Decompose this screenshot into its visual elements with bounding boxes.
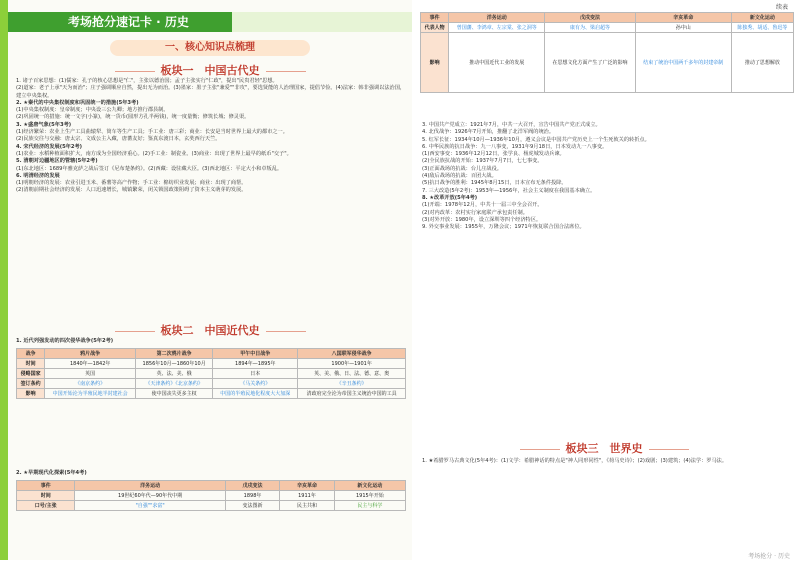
table-cell: 清政府完全沦为帝国主义统治中国的工具 <box>298 389 406 399</box>
footer-text: 考场抢分 · 历史 <box>748 553 790 560</box>
row-head: 时间 <box>17 491 75 501</box>
table-header: 事件 <box>17 481 75 491</box>
table-header: 洋务运动 <box>449 13 545 23</box>
table-cell: 民主共和 <box>280 501 334 511</box>
table-cell: 曾国藩、李鸿章、左宗棠、张之洞等 <box>449 23 545 33</box>
item-line: (2)对内改革：农村实行家庭联产承包责任制。 <box>422 209 528 216</box>
table-cell: 推动了思想解放 <box>731 33 793 93</box>
table-cell: 推动中国近代工业的发展 <box>449 33 545 93</box>
row-head: 影响 <box>421 33 449 93</box>
row-head: 影响 <box>17 389 45 399</box>
header-fill <box>232 12 412 32</box>
item-line: 4. 北伐战争：1926年7月开始，推翻了北洋军阀的统治。 <box>422 129 555 136</box>
table-cell: 19世纪60年代—90年代中期 <box>75 491 225 501</box>
item-line: (2)清朝前期社会经济的发展：人口迅速增长，城镇繁荣，闭关锁国政策阻碍了资本主义萌芽的发展。 <box>16 187 247 194</box>
item-line: (1)开端：1978年12月，中共十一届三中全会召开。 <box>422 202 543 209</box>
table-row <box>17 359 406 369</box>
explore-table-title: 2. ★早期现代化探索(5年4考) <box>16 470 87 476</box>
table-cell: 使中国丧失更多主权 <box>136 389 213 399</box>
table-cell: 《马关条约》 <box>213 379 298 389</box>
table-cell: 《天津条约》《北京条约》 <box>136 379 213 389</box>
table-row <box>421 23 794 33</box>
item-line: (1)东北地区：1689年雅克萨之战后签订《尼布楚条约》。(2)西藏：设驻藏大臣。(3)西北地区：平定大小和卓叛乱。 <box>16 165 283 172</box>
item-line: 1. 诸子百家思想：(1)儒家：孔子的核心思想是"仁"，主张以德治国；孟子主张实行"仁政"，提出"民贵君轻"思想。 <box>16 78 278 84</box>
right-content <box>422 122 794 231</box>
table-row <box>17 389 406 399</box>
table-header: 鸦片战争 <box>45 349 136 359</box>
table-row <box>17 501 406 511</box>
war-table-title: 1. 近代列强发动的四次侵华战争(5年2考) <box>16 338 114 344</box>
table-cell: 康有为、梁启超等 <box>545 23 635 33</box>
table-row <box>17 491 406 501</box>
item-line: (3)正面战场的抗战：台儿庄战役。 <box>422 165 502 172</box>
table-header: 战争 <box>17 349 45 359</box>
table-row <box>17 379 406 389</box>
right-column <box>414 0 800 560</box>
row-head: 口号/主张 <box>17 501 75 511</box>
item-line: (2)道家：老子上承"天为而治"；庄子强调顺应自然，提出无为而治。(3)墨家：墨子主张"兼爱""非攻"，要选贤能的人治理国家，提倡节俭。(4)法家：韩非强调以法治国，建立中央集权。 <box>16 85 406 99</box>
board-1-content <box>16 78 406 195</box>
item-line: (2)全民族抗战的开始：1937年7月7日，七七事变。 <box>422 158 543 165</box>
row-head: 时间 <box>17 359 45 369</box>
continued-table <box>420 12 794 93</box>
item-line: (1)西安事变：1936年12月12日，张学良、杨虎城发动兵谏。 <box>422 151 565 158</box>
item-line: 2. ★秦代的中央集权制度和巩固统一的措施(5年3考) <box>16 99 139 106</box>
item-line: (2)巩固统一的措施：统一文字(小篆)，统一货币(圆形方孔半两钱)，统一度量衡；修筑长城；修灵渠。 <box>16 114 250 121</box>
item-line: (3)对外开放：1980年，设立深圳等四个经济特区。 <box>422 216 542 223</box>
table-header: 事件 <box>421 13 449 23</box>
table-header: 八国联军侵华战争 <box>298 349 406 359</box>
table-header: 辛亥革命 <box>280 481 334 491</box>
row-head: 代表人物 <box>421 23 449 33</box>
item-line: 4. 宋代经济的发展(5年2考) <box>16 143 83 150</box>
table-cell: 1856年10月—1860年10月 <box>136 359 213 369</box>
section-title: 一、核心知识点梳理 <box>110 40 310 56</box>
board-3-heading: 板块三 世界史 <box>474 440 734 456</box>
table-header: 洋务运动 <box>75 481 225 491</box>
table-header: 新文化运动 <box>731 13 793 23</box>
green-side-bar <box>0 0 8 560</box>
item-line: (1)农业：水稻种植面积扩大，南方成为全国经济重心。(2)手工业：制瓷业。(3)商业：出现了世界上最早的纸币"交子"。 <box>16 150 292 157</box>
row-head: 侵略国家 <box>17 369 45 379</box>
item-line: (5)抗日战争的胜利：1945年8月15日，日本宣布无条件投降。 <box>422 180 567 187</box>
item-line: (1)经济繁荣：农业上生产工具曲辕犁、筒车等生产工具；手工业：唐三彩；商业：长安是当时世界上最大的都市之一。 <box>16 129 288 136</box>
page-title: 考场抢分速记卡 · 历史 <box>8 12 234 32</box>
table-cell: 孙中山 <box>635 23 731 33</box>
continued-label: 续表 <box>775 4 788 11</box>
table-cell: 变法图新 <box>225 501 279 511</box>
item-line: (2)民族交往与交融：唐太宗、文成公主入藏，唐蕃友好；鉴真东渡日本，玄奘西行天竺。 <box>16 136 221 143</box>
explore-table <box>16 480 406 511</box>
table-cell: 1900年—1901年 <box>298 359 406 369</box>
table-header: 甲午中日战争 <box>213 349 298 359</box>
table-cell: 结束了统治中国两千多年的封建帝制 <box>635 33 731 93</box>
item-line: 9. 外交事业发展：1955年，万隆会议；1971年恢复联合国合法席位。 <box>422 224 585 231</box>
item-line: (4)敌后战场的抗战：百团大战。 <box>422 173 497 180</box>
item-line: 6. 中华民族的抗日战争：九一八事变，1931年9月18日，日本发动九一八事变。 <box>422 143 608 150</box>
item-line: 3. 中国共产党成立：1921年7月，中共一大召开，宣告中国共产党正式成立。 <box>422 122 601 128</box>
item-line: (1)明朝经济的发展：农业引进玉米、番薯等高产作物；手工业：棉纺织业发展；商业：出现了商帮。 <box>16 180 247 187</box>
table-cell: 1898年 <box>225 491 279 501</box>
table-cell: 陈独秀、胡适、鲁迅等 <box>731 23 793 33</box>
board-1-heading: 板块一 中国古代史 <box>60 62 360 78</box>
table-cell: 中国开始沦为半殖民地半封建社会 <box>45 389 136 399</box>
table-cell: 1894年—1895年 <box>213 359 298 369</box>
item-line: 6. 明清经济的发展 <box>16 172 60 179</box>
table-cell: 民主与科学 <box>334 501 405 511</box>
world-history-item: 1. ★希腊罗马古典文化(5年4考)：(1)文学：希腊神话的特点是"神人同形同性"，《荷马史诗》；(2)戏剧；(3)建筑；(4)法学：罗马法。 <box>422 458 728 464</box>
table-row <box>17 369 406 379</box>
item-line: 8. ★改革开放(5年4考) <box>422 194 478 201</box>
table-header: 第二次鸦片战争 <box>136 349 213 359</box>
table-header: 戊戌变法 <box>225 481 279 491</box>
table-cell: 《辛丑条约》 <box>298 379 406 389</box>
table-cell: 英、美、俄、日、法、德、意、奥 <box>298 369 406 379</box>
table-row <box>421 33 794 93</box>
war-table <box>16 348 406 399</box>
table-header: 新文化运动 <box>334 481 405 491</box>
board-2-heading: 板块二 中国近代史 <box>60 322 360 338</box>
table-cell: 中国的半殖民地化程度大大加深 <box>213 389 298 399</box>
table-cell: 1840年—1842年 <box>45 359 136 369</box>
item-line: (1)中央集权制度：皇帝制度；中央设三公九卿；地方推行郡县制。 <box>16 107 169 114</box>
table-cell: 英、法、美、俄 <box>136 369 213 379</box>
table-cell: 英国 <box>45 369 136 379</box>
table-header: 戊戌变法 <box>545 13 635 23</box>
table-cell: 《南京条约》 <box>45 379 136 389</box>
item-line: 5. 红军长征：1934年10月—1936年10月，遵义会议是中国共产党历史上一个生死攸关的转折点。 <box>422 136 650 143</box>
item-line: 3. ★盛唐气象(5年3考) <box>16 121 72 128</box>
table-cell: 1911年 <box>280 491 334 501</box>
table-cell: 1915年开始 <box>334 491 405 501</box>
table-header: 辛亥革命 <box>635 13 731 23</box>
table-cell: 日本 <box>213 369 298 379</box>
table-cell: 在思想文化方面产生了广泛的影响 <box>545 33 635 93</box>
item-line: 7. 三大改造(5年2考)：1953年—1956年，社会主义制度在我国基本确立。 <box>422 187 596 194</box>
table-cell: "自强""求富" <box>75 501 225 511</box>
item-line: 5. 清朝对边疆地区的管辖(5年2考) <box>16 158 98 165</box>
row-head: 签订条约 <box>17 379 45 389</box>
